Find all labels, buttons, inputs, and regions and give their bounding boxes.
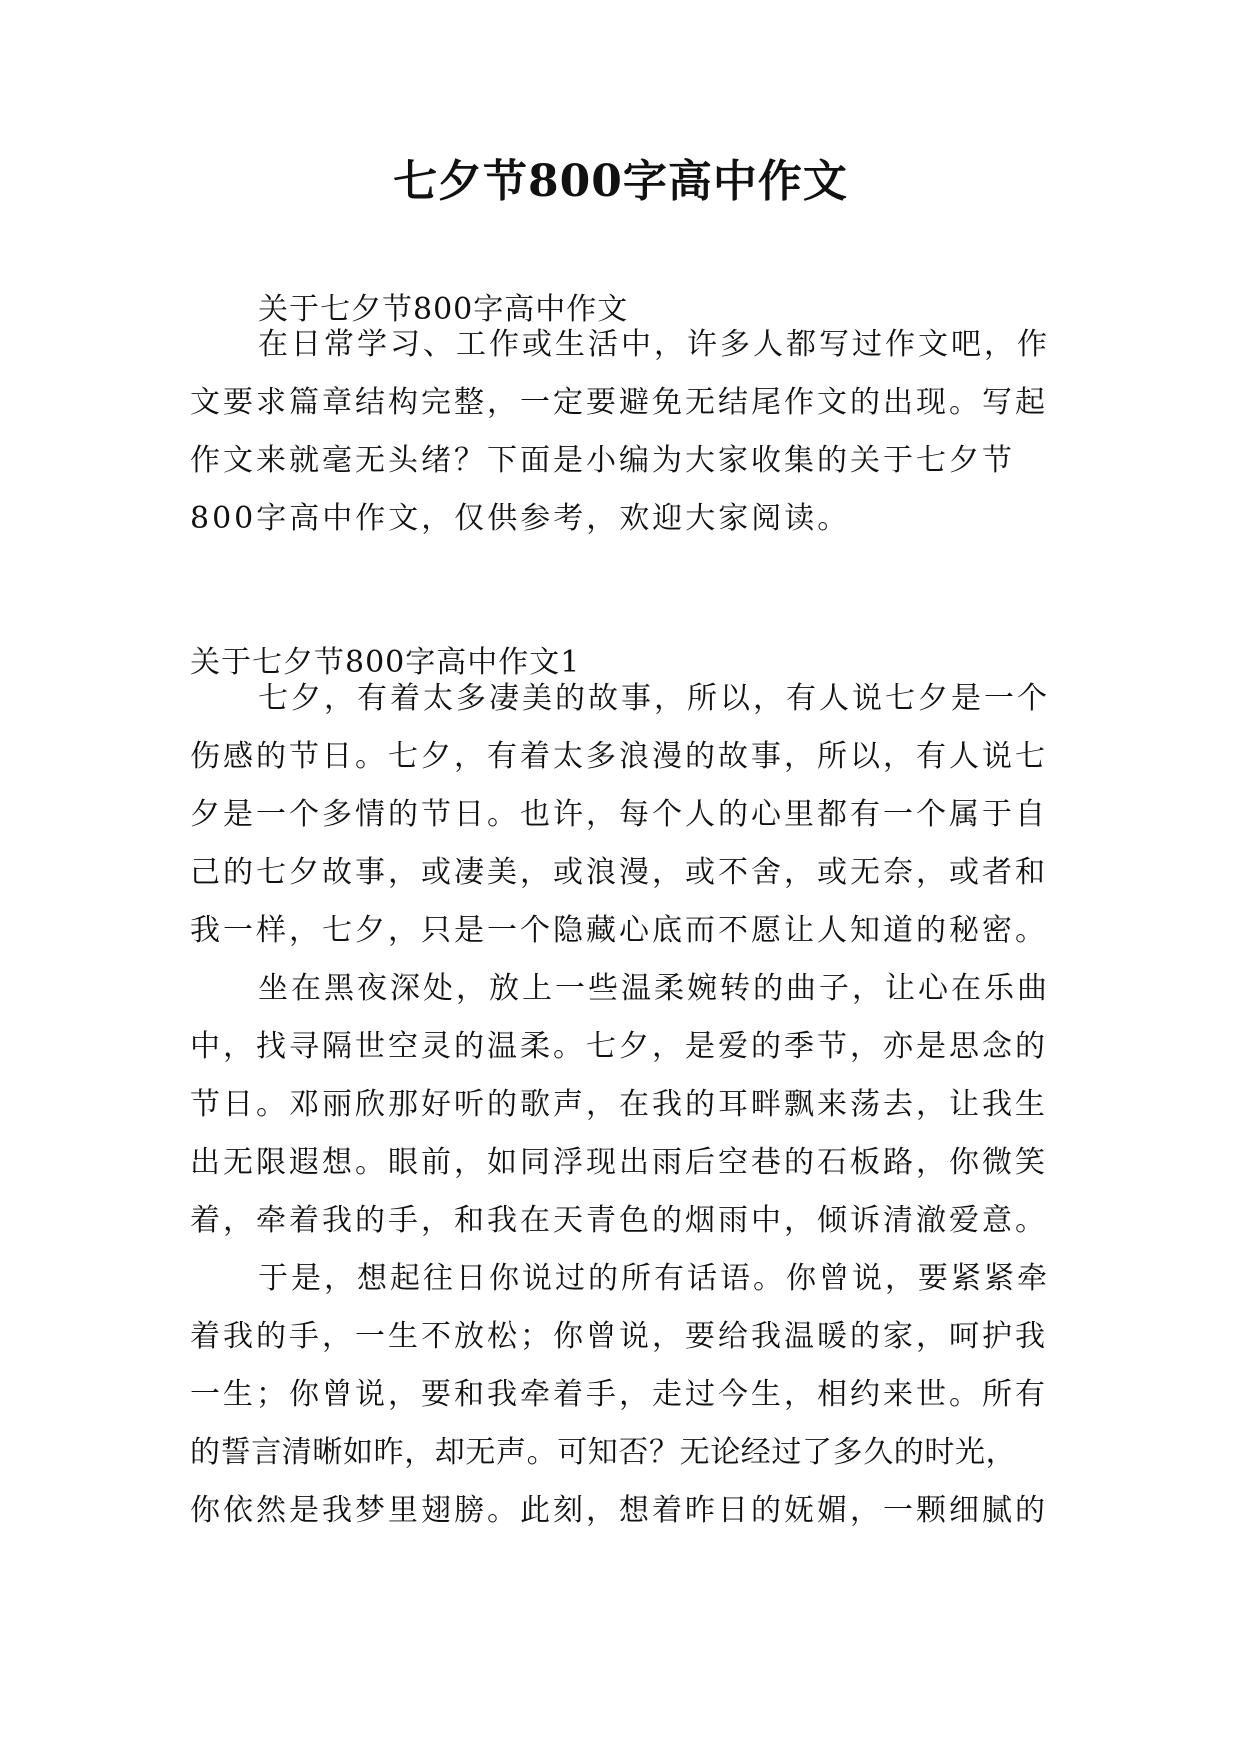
text-line: 我一样，七夕，只是一个隐藏心底而不愿让人知道的秘密。 — [190, 913, 1048, 948]
text-line: 七夕，有着太多凄美的故事，所以，有人说七夕是一个 — [258, 681, 1050, 716]
text-line: 文要求篇章结构完整，一定要避免无结尾作文的出现。写起 — [190, 385, 1048, 420]
document-title: 七夕节800字高中作文 — [393, 156, 848, 207]
text-line: 出无限遐想。眼前，如同浮现出雨后空巷的石板路，你微笑 — [190, 1145, 1048, 1180]
text-line: 中，找寻隔世空灵的温柔。七夕，是爱的季节，亦是思念的 — [190, 1029, 1048, 1064]
text-line: 800字高中作文，仅供参考，欢迎大家阅读。 — [190, 501, 851, 536]
text-line: 着，牵着我的手，和我在天青色的烟雨中，倾诉清澈爱意。 — [190, 1203, 1048, 1238]
text-line: 在日常学习、工作或生活中，许多人都写过作文吧，作 — [258, 327, 1050, 362]
text-line: 着我的手，一生不放松；你曾说，要给我温暖的家，呵护我 — [190, 1319, 1048, 1354]
text-line: 夕是一个多情的节日。也许，每个人的心里都有一个属于自 — [190, 797, 1048, 832]
intro-heading: 关于七夕节800字高中作文 — [258, 292, 629, 327]
text-line: 坐在黑夜深处，放上一些温柔婉转的曲子，让心在乐曲 — [258, 971, 1050, 1006]
text-line: 一生；你曾说，要和我牵着手，走过今生，相约来世。所有 — [190, 1377, 1048, 1412]
essay-body — [190, 670, 1060, 1540]
text-line: 己的七夕故事，或凄美，或浪漫，或不舍，或无奈，或者和 — [190, 855, 1048, 890]
text-line: 伤感的节日。七夕，有着太多浪漫的故事，所以，有人说七 — [190, 739, 1048, 774]
intro-paragraph — [190, 316, 1060, 548]
text-line: 节日。邓丽欣那好听的歌声，在我的耳畔飘来荡去，让我生 — [190, 1087, 1048, 1122]
text-line: 作文来就毫无头绪？下面是小编为大家收集的关于七夕节 — [190, 443, 1015, 478]
text-line: 你依然是我梦里翅膀。此刻，想着昨日的妩媚，一颗细腻的 — [190, 1493, 1048, 1528]
text-line: 于是，想起往日你说过的所有话语。你曾说，要紧紧牵 — [258, 1261, 1050, 1296]
text-line: 的誓言清晰如昨，却无声。可知否？无论经过了多久的时光， — [190, 1435, 1017, 1470]
section-heading: 关于七夕节800字高中作文1 — [190, 645, 581, 680]
